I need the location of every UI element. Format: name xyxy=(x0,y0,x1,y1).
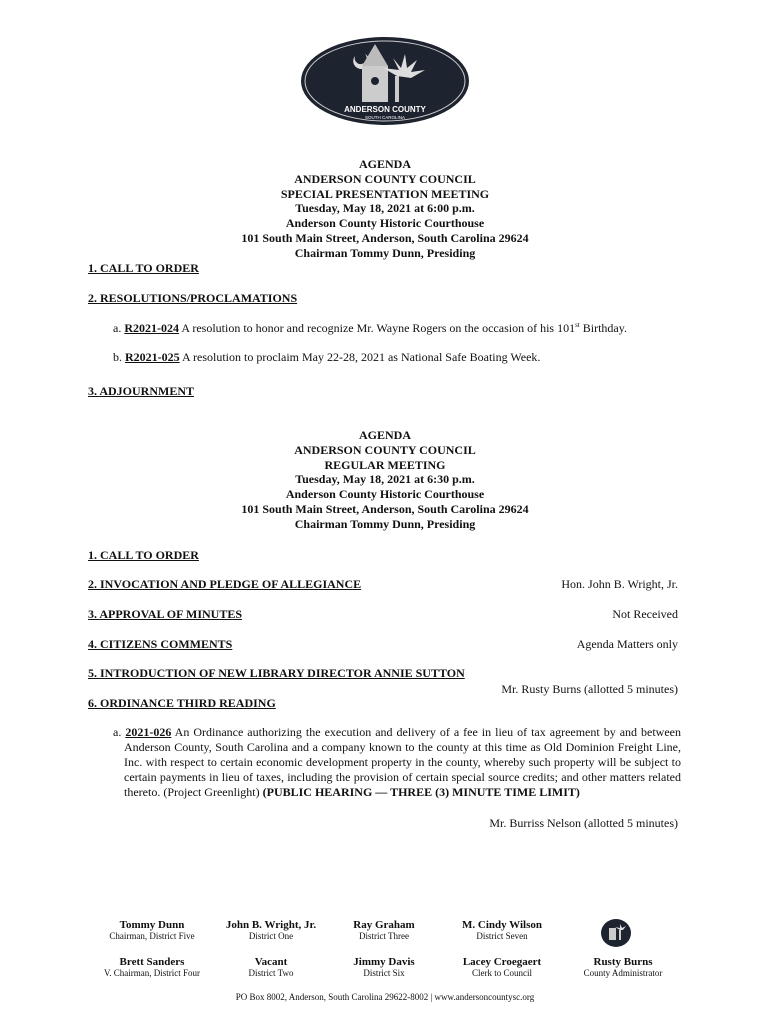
section-note: Not Received xyxy=(612,607,678,621)
person-role: Chairman, District Five xyxy=(109,931,195,941)
person-name: Lacey Croegaert xyxy=(462,956,542,968)
item-prefix: b. xyxy=(113,350,125,364)
section-resolutions xyxy=(88,291,297,306)
person-role: District One xyxy=(248,931,294,941)
section-adjournment xyxy=(88,384,194,399)
header-line: Chairman Tommy Dunn, Presiding xyxy=(294,516,476,531)
section-call-to-order xyxy=(88,548,199,563)
resolution-item xyxy=(113,321,627,336)
county-seal-icon xyxy=(600,918,632,952)
section-title: ORDINANCE THIRD READING xyxy=(100,696,276,710)
ordinance-link[interactable]: 2021-026 xyxy=(125,725,172,739)
person-role: District Seven xyxy=(476,931,528,941)
section-note: Mr. Rusty Burns (allotted 5 minutes) xyxy=(501,682,678,696)
ordinance-item xyxy=(113,725,681,800)
resolution-item xyxy=(113,350,540,365)
header-line: ANDERSON COUNTY COUNCIL xyxy=(294,442,476,457)
svg-text:SOUTH CAROLINA: SOUTH CAROLINA xyxy=(364,115,406,120)
section-note: Hon. John B. Wright, Jr. xyxy=(561,577,678,591)
header-line: 101 South Main Street, Anderson, South Carolina 29624 xyxy=(241,230,529,245)
person-name: Ray Graham xyxy=(353,919,415,931)
item-text: A resolution to honor and recognize Mr. Wayne Rogers on the occasion of his 101 xyxy=(179,321,576,335)
section-number: 5. xyxy=(88,666,100,680)
person-name: Tommy Dunn xyxy=(119,919,185,931)
section-number: 2. xyxy=(88,291,100,305)
section-number: 2. xyxy=(88,577,100,591)
section-note: Agenda Matters only xyxy=(576,637,678,651)
resolution-link[interactable]: R2021-025 xyxy=(125,350,180,364)
person-role: District Two xyxy=(248,968,294,978)
header-line: Tuesday, May 18, 2021 at 6:30 p.m. xyxy=(295,472,475,487)
footer-person xyxy=(553,956,693,978)
footer-address: PO Box 8002, Anderson, South Carolina 29622-8002 | www.andersoncountysc.org xyxy=(235,992,535,1002)
section-title: RESOLUTIONS/PROCLAMATIONS xyxy=(100,291,298,305)
header-line: AGENDA xyxy=(358,428,411,442)
header-line: Anderson County Historic Courthouse xyxy=(285,487,485,502)
footer-person xyxy=(432,919,572,941)
regular-meeting-header xyxy=(0,428,770,532)
item-text: Birthday. xyxy=(579,321,627,335)
county-logo xyxy=(300,36,470,126)
ordinance-presenter: Mr. Burriss Nelson (allotted 5 minutes) xyxy=(489,816,678,830)
section-title: INTRODUCTION OF NEW LIBRARY DIRECTOR ANNIE SUTTON xyxy=(100,666,465,680)
logo-text: ANDERSON COUNTY xyxy=(344,105,426,114)
section-number: 1. xyxy=(88,548,100,562)
header-line: ANDERSON COUNTY COUNCIL xyxy=(294,171,476,186)
person-name: Brett Sanders xyxy=(119,956,185,968)
special-meeting-header xyxy=(0,157,770,261)
section-title: CALL TO ORDER xyxy=(100,548,199,562)
section-ordinance-third-reading xyxy=(88,696,276,711)
person-role: Clerk to Council xyxy=(472,968,532,978)
item-prefix: a. xyxy=(113,725,126,739)
person-name: Vacant xyxy=(254,956,288,968)
section-library-director xyxy=(88,666,465,681)
person-role: V. Chairman, District Four xyxy=(103,968,201,978)
section-number: 3. xyxy=(88,607,100,621)
section-approval-of-minutes xyxy=(88,607,242,622)
section-title: CALL TO ORDER xyxy=(100,261,199,275)
section-title: APPROVAL OF MINUTES xyxy=(99,607,243,621)
superscript: st xyxy=(575,321,580,329)
section-number: 4. xyxy=(88,637,100,651)
header-line: 101 South Main Street, Anderson, South Carolina 29624 xyxy=(241,501,529,516)
header-line: SPECIAL PRESENTATION MEETING xyxy=(280,186,490,201)
header-line: Anderson County Historic Courthouse xyxy=(285,216,485,231)
section-title: CITIZENS COMMENTS xyxy=(100,637,233,651)
person-role: District Three xyxy=(358,931,410,941)
section-call-to-order xyxy=(88,261,199,276)
person-role: District Six xyxy=(363,968,405,978)
section-number: 1. xyxy=(88,261,100,275)
header-line: AGENDA xyxy=(358,157,411,171)
item-prefix: a. xyxy=(113,321,125,335)
section-invocation xyxy=(88,577,361,592)
person-name: John B. Wright, Jr. xyxy=(225,919,317,931)
header-line: REGULAR MEETING xyxy=(324,457,446,472)
resolution-link[interactable]: R2021-024 xyxy=(124,321,179,335)
public-hearing-note: (PUBLIC HEARING — THREE (3) MINUTE TIME LIMIT) xyxy=(262,785,580,799)
section-number: 6. xyxy=(88,696,100,710)
section-title: ADJOURNMENT xyxy=(99,384,195,398)
section-number: 3. xyxy=(88,384,100,398)
person-name: M. Cindy Wilson xyxy=(462,919,542,931)
person-name: Jimmy Davis xyxy=(353,956,415,968)
header-line: Chairman Tommy Dunn, Presiding xyxy=(294,245,476,260)
header-line: Tuesday, May 18, 2021 at 6:00 p.m. xyxy=(295,201,475,216)
section-citizens-comments xyxy=(88,637,232,652)
section-title: INVOCATION AND PLEDGE OF ALLEGIANCE xyxy=(100,577,362,591)
ordinance-text: An Ordinance authorizing the execution and delivery of a fee in lieu of tax agreement by and between Anderson County, South Carolina and a company known to the county at this time as Old Dominion Freight Line, Inc. with respect to certain economic development property in the county, whereby such property will be subject to certain payments in lieu of taxes, including the provision of certain special source credits; and other matters related thereto. (Project Greenlight) xyxy=(124,725,682,799)
person-role: County Administrator xyxy=(583,968,663,978)
person-name: Rusty Burns xyxy=(593,956,653,968)
item-text: A resolution to proclaim May 22-28, 2021 as National Safe Boating Week. xyxy=(179,350,541,364)
footer-person xyxy=(432,956,572,978)
